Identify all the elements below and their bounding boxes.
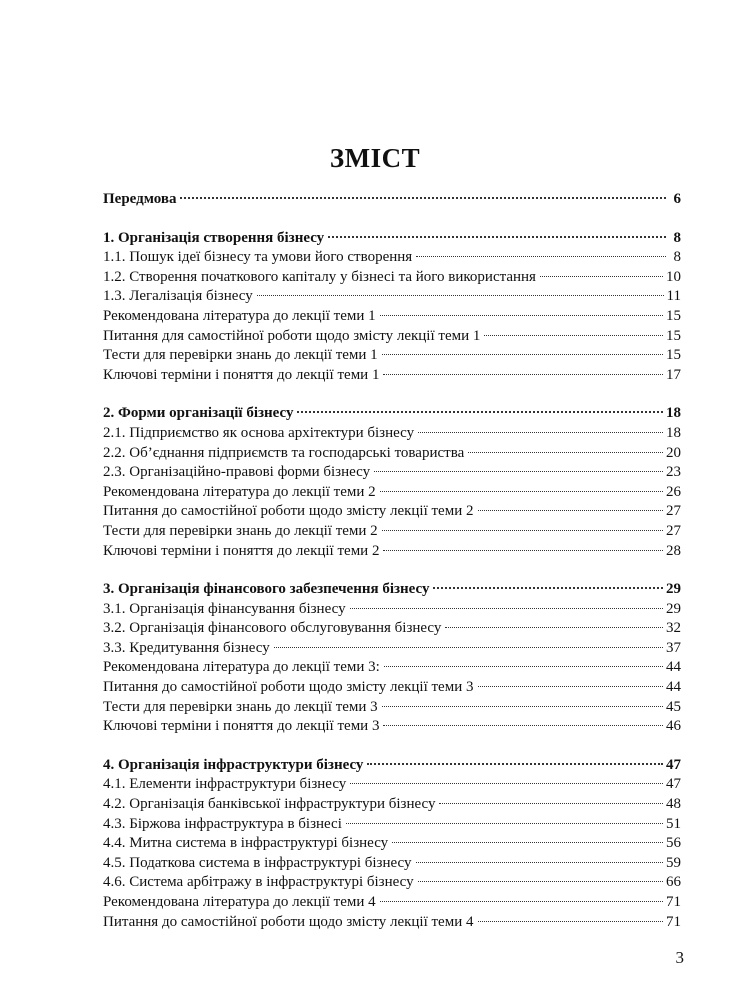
toc-entry-label: Рекомендована література до лекції теми 4 (103, 894, 376, 910)
toc-entry-page: 23 (666, 464, 681, 481)
toc-entry-label: 2.2. Об’єднання підприємств та господарські товариства (103, 444, 465, 461)
toc-chapter-entry (103, 190, 681, 210)
dot-leader (328, 236, 666, 238)
toc-entry-label: Рекомендована література до лекції теми 3: (103, 659, 380, 676)
toc-entry-page: 15 (666, 347, 681, 364)
dot-leader (383, 725, 663, 726)
toc-entry-page: 6 (673, 191, 681, 207)
toc-entry-page: 18 (666, 424, 681, 441)
toc-entry-label: Ключові терміни і поняття до лекції теми 2 (103, 542, 380, 559)
toc-entry (103, 854, 681, 874)
toc-entry (103, 346, 681, 366)
toc-entry-page: 44 (666, 679, 681, 696)
dot-leader (180, 197, 666, 199)
page-number: 3 (675, 948, 684, 967)
dot-leader (380, 491, 663, 492)
dot-leader (383, 550, 663, 551)
toc-entry (103, 287, 681, 307)
toc-entry (103, 717, 681, 737)
dot-leader (297, 411, 663, 413)
toc-entry-page: 56 (666, 835, 681, 852)
toc-entry-page: 11 (666, 288, 681, 305)
toc-entry-label: 4.4. Митна система в інфраструктурі бізнесу (103, 835, 389, 852)
toc-entry (103, 678, 681, 698)
toc-entry-label: Ключові терміни і поняття до лекції теми 3 (103, 718, 380, 735)
toc-entry (103, 307, 681, 327)
dot-leader (350, 608, 663, 609)
toc-entry-label: Рекомендована література до лекції теми 2 (103, 483, 376, 500)
toc-entry-label: Передмова (103, 191, 177, 207)
toc-entry-page: 48 (666, 796, 681, 813)
toc-entry (103, 327, 681, 347)
dot-leader (382, 354, 663, 355)
toc-entry-label: Питання до самостійної роботи щодо змісту лекції теми 4 (103, 913, 474, 930)
toc-entry-label: 3. Організація фінансового забезпечення бізнесу (103, 581, 430, 598)
toc-entry-page: 27 (666, 522, 681, 539)
toc-entry-page: 28 (666, 542, 681, 559)
toc-entry (103, 268, 681, 288)
toc-entry (103, 639, 681, 659)
toc-entry-page: 15 (666, 327, 681, 344)
toc-entry (103, 775, 681, 795)
toc-entry (103, 873, 681, 893)
toc-entry-label: 4.1. Елементи інфраструктури бізнесу (103, 776, 347, 793)
toc-entry-label: 4.6. Система арбітражу в інфраструктурі бізнесу (103, 874, 414, 891)
toc-entry-page: 29 (666, 600, 681, 617)
dot-leader (384, 666, 663, 667)
dot-leader (367, 763, 663, 765)
toc-entry-page: 47 (666, 776, 681, 793)
toc-entry-label: 2.1. Підприємство як основа архітектури бізнесу (103, 424, 415, 441)
toc-entry-label: 4. Організація інфраструктури бізнесу (103, 756, 364, 773)
toc-entry-page: 8 (673, 249, 681, 266)
dot-leader (418, 881, 663, 882)
toc-chapter-entry (103, 580, 681, 600)
dot-leader (257, 295, 664, 296)
toc-entry-page: 47 (666, 756, 681, 773)
toc-entry-label: Тести для перевірки знань до лекції теми 2 (103, 522, 378, 539)
toc-entry (103, 444, 681, 464)
toc-entry-label: 4.5. Податкова система в інфраструктурі бізнесу (103, 854, 412, 871)
dot-leader (382, 706, 663, 707)
table-of-contents (103, 190, 681, 932)
toc-entry (103, 248, 681, 268)
toc-entry-page: 51 (666, 815, 681, 832)
toc-entry-page: 17 (666, 366, 681, 383)
toc-entry (103, 502, 681, 522)
toc-entry-label: 3.2. Організація фінансового обслуговування бізнесу (103, 620, 442, 637)
toc-entry-page: 59 (666, 854, 681, 871)
toc-entry-page: 46 (666, 718, 681, 735)
toc-entry-page: 71 (666, 894, 681, 910)
dot-leader (439, 803, 663, 804)
toc-entry (103, 795, 681, 815)
toc-entry-page: 10 (666, 268, 681, 285)
toc-entry-label: 1.1. Пошук ідеї бізнесу та умови його створення (103, 249, 413, 266)
toc-entry (103, 698, 681, 718)
dot-leader (540, 276, 663, 277)
toc-entry-label: 4.2. Організація банківської інфраструктури бізнесу (103, 796, 436, 813)
dot-leader (416, 256, 666, 257)
toc-entry (103, 522, 681, 542)
dot-leader (380, 315, 663, 316)
toc-entry-label: 2. Форми організації бізнесу (103, 405, 294, 422)
toc-entry-label: 3.3. Кредитування бізнесу (103, 639, 270, 656)
toc-entry-page: 27 (666, 503, 681, 520)
toc-entry-label: Питання до самостійної роботи щодо змісту лекції теми 2 (103, 503, 474, 520)
toc-entry-label: Рекомендована література до лекції теми 1 (103, 307, 376, 324)
toc-entry-page: 26 (666, 483, 681, 500)
toc-entry-label: 2.3. Організаційно-правові форми бізнесу (103, 464, 371, 481)
dot-leader (383, 374, 663, 375)
toc-entry-label: 1.2. Створення початкового капіталу у бізнесі та його використання (103, 268, 536, 285)
toc-entry (103, 893, 681, 913)
dot-leader (478, 686, 664, 687)
toc-chapter-entry (103, 756, 681, 776)
toc-entry-page: 15 (666, 307, 681, 324)
toc-entry (103, 658, 681, 678)
toc-entry (103, 424, 681, 444)
dot-leader (468, 452, 663, 453)
toc-entry (103, 366, 681, 386)
toc-chapter-entry (103, 229, 681, 249)
toc-entry-page: 20 (666, 444, 681, 461)
dot-leader (380, 901, 663, 902)
dot-leader (418, 432, 663, 433)
toc-chapter-entry (103, 404, 681, 424)
dot-leader (392, 842, 663, 843)
page-title: ЗМІСТ (329, 143, 421, 173)
toc-entry (103, 600, 681, 620)
toc-entry (103, 913, 681, 933)
dot-leader (416, 862, 664, 863)
toc-entry (103, 815, 681, 835)
dot-leader (374, 471, 663, 472)
toc-entry-page: 44 (666, 659, 681, 676)
toc-entry-label: Тести для перевірки знань до лекції теми 3 (103, 698, 378, 715)
toc-entry-label: Питання для самостійної роботи щодо змісту лекції теми 1 (103, 327, 481, 344)
toc-entry-label: 4.3. Біржова інфраструктура в бізнесі (103, 815, 342, 832)
dot-leader (433, 587, 663, 589)
toc-entry (103, 463, 681, 483)
dot-leader (346, 823, 663, 824)
toc-entry-label: Ключові терміни і поняття до лекції теми 1 (103, 366, 380, 383)
toc-entry (103, 834, 681, 854)
toc-entry-label: 1.3. Легалізація бізнесу (103, 288, 253, 305)
toc-entry-page: 29 (666, 581, 681, 598)
dot-leader (350, 783, 663, 784)
toc-entry (103, 483, 681, 503)
toc-entry (103, 542, 681, 562)
toc-entry-page: 37 (666, 639, 681, 656)
toc-entry-page: 8 (673, 229, 681, 246)
toc-entry-label: Питання до самостійної роботи щодо змісту лекції теми 3 (103, 679, 474, 696)
toc-entry (103, 619, 681, 639)
dot-leader (445, 627, 663, 628)
toc-entry-label: 3.1. Організація фінансування бізнесу (103, 600, 346, 617)
dot-leader (478, 510, 664, 511)
toc-entry-page: 66 (666, 874, 681, 891)
dot-leader (478, 921, 664, 922)
toc-entry-page: 32 (666, 620, 681, 637)
toc-entry-label: Тести для перевірки знань до лекції теми 1 (103, 347, 378, 364)
dot-leader (382, 530, 663, 531)
dot-leader (484, 335, 663, 336)
dot-leader (274, 647, 663, 648)
toc-entry-page: 18 (666, 405, 681, 422)
toc-entry-page: 71 (666, 913, 681, 930)
toc-entry-label: 1. Організація створення бізнесу (103, 229, 325, 246)
toc-entry-page: 45 (666, 698, 681, 715)
